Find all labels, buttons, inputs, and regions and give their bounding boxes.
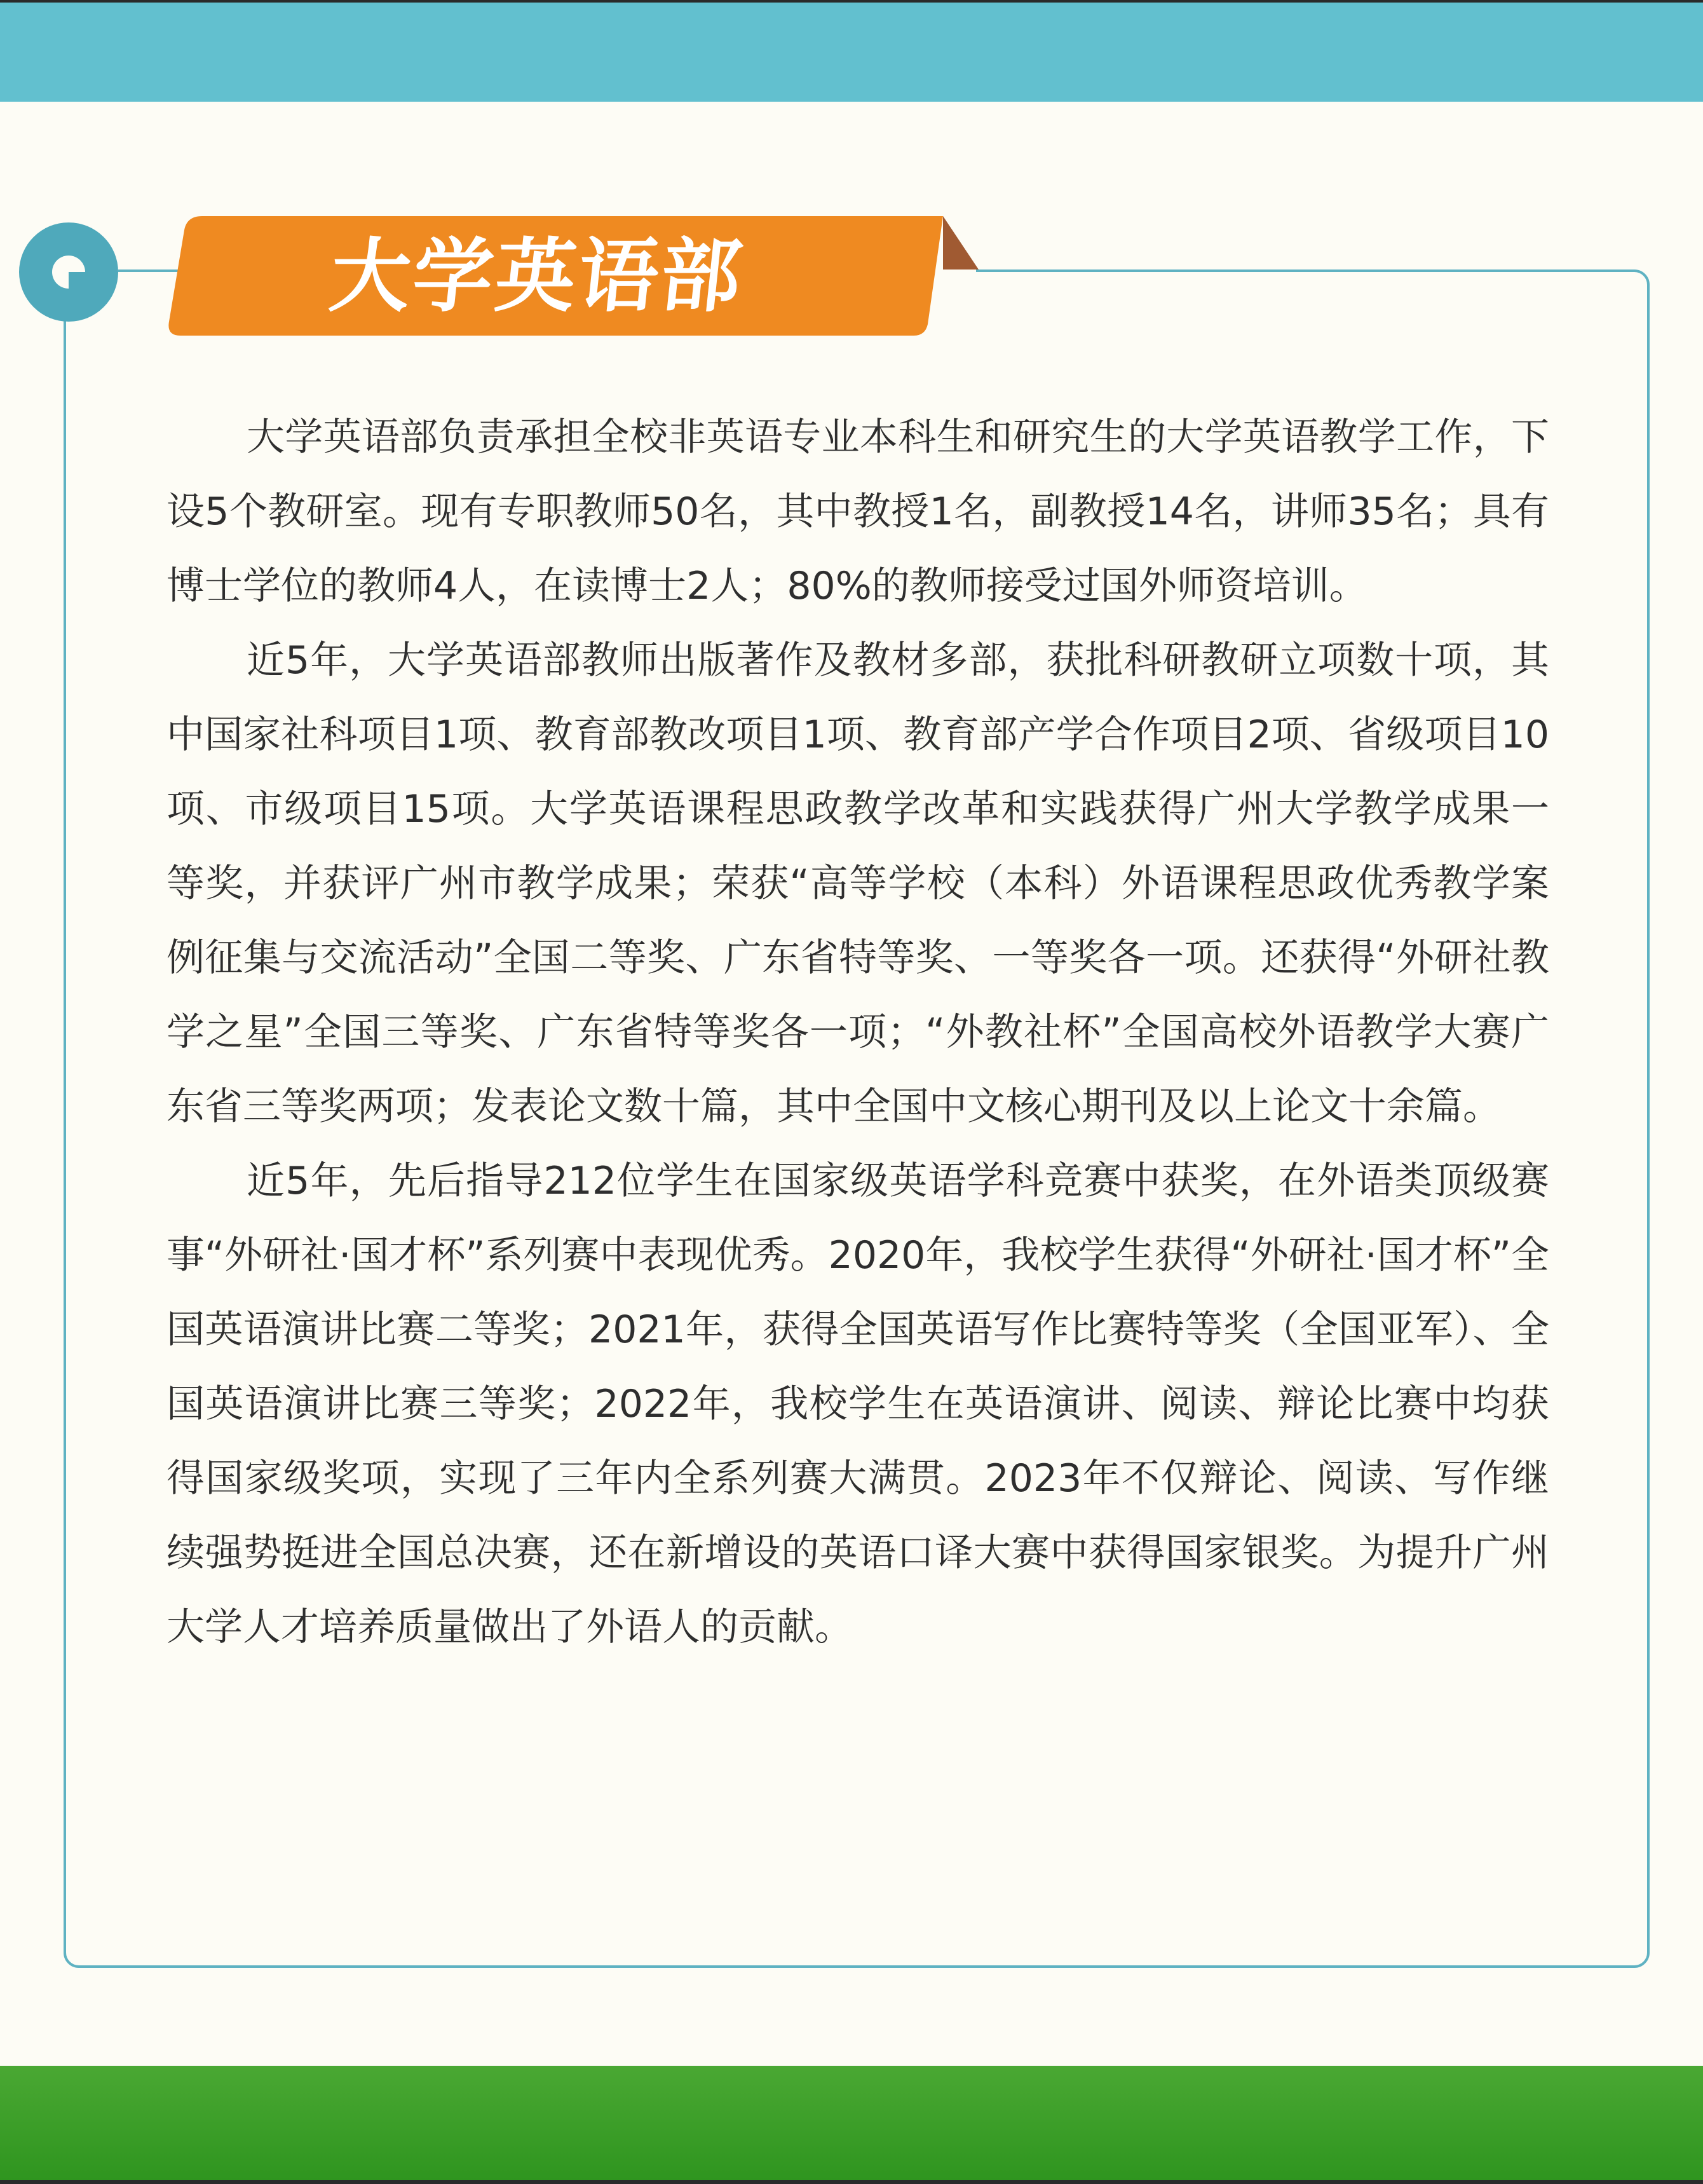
paragraph-research: 近5年，大学英语部教师出版著作及教材多部，获批科研教研立项数十项，其中国家社科项目1项、教育部教改项目1项、教育部产学合作项目2项、省级项目10项、市级项目15项。大学英语课程思政教学改革和实践获得广州大学教学成果一等奖，并获评广州市教学成果；荣获“高等学校（本科）外语课程思政优秀教学案例征集与交流活动”全国二等奖、广东省特等奖、一等奖各一项。还获得“外研社教学之星”全国三等奖、广东省特等奖各一项；“外教社杯”全国高校外语教学大赛广东省三等奖两项；发表论文数十篇，其中全国中文核心期刊及以上论文十余篇。 [166,638,1549,1129]
title-ribbon [0,0,1703,356]
paragraph-competitions: 近5年，先后指导212位学生在国家级英语学科竞赛中获奖，在外语类顶级赛事“外研社·国才杯”系列赛中表现优秀。2020年，我校学生获得“外研社·国才杯”全国英语演讲比赛二等奖；2021年，获得全国英语写作比赛特等奖（全国亚军）、全国英语演讲比赛三等奖；2022年，我校学生在英语演讲、阅读、辩论比赛中均获得国家级奖项，实现了三年内全系列赛大满贯。2023年不仅辩论、阅读、写作继续强势挺进全国总决赛，还在新增设的英语口译大赛中获得国家银奖。为提升广州大学人才培养质量做出了外语人的贡献。 [166,1159,1549,1649]
bottom-decorative-band [0,2066,1703,2184]
ribbon-fold [943,216,979,270]
paragraph-staff: 大学英语部负责承担全校非英语专业本科生和研究生的大学英语教学工作，下设5个教研室。现有专职教师50名，其中教授1名，副教授14名，讲师35名；具有博士学位的教师4人，在读博士2人；80%的教师接受过国外师资培训。 [166,415,1549,608]
body-text [166,400,1549,1665]
page-title: 大学英语部 [325,229,749,323]
